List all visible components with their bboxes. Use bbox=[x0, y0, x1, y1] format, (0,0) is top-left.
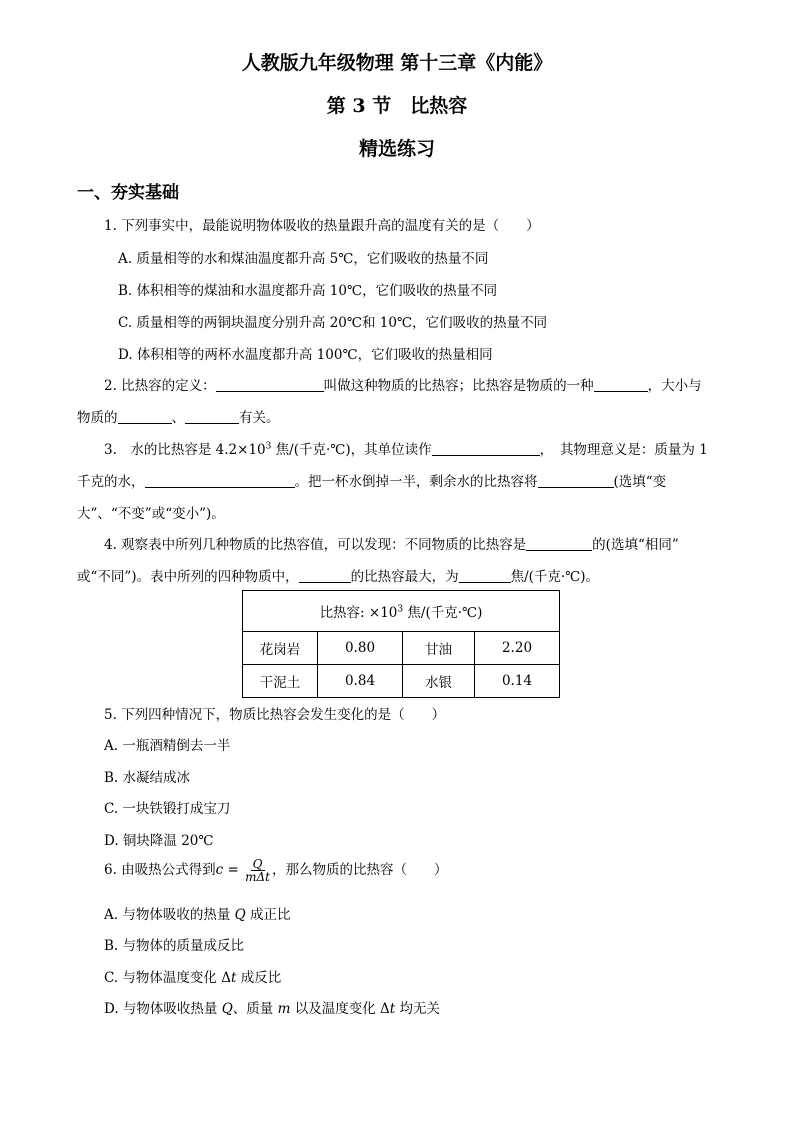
question-3-text: 3. 水的比热容是 4.2×10 bbox=[104, 442, 266, 458]
formula-variable: t bbox=[230, 970, 237, 986]
question-4-text: 的比热容最大，为 bbox=[350, 569, 459, 585]
question-1-stem: 1. 下列事实中，最能说明物体吸收的热量跟升高的温度有关的是（ ） bbox=[104, 218, 540, 234]
question-5-option-a: A. 一瓶酒精倒去一半 bbox=[104, 738, 231, 754]
table-cell: 0.80 bbox=[318, 632, 403, 665]
exponent: 3 bbox=[265, 441, 272, 452]
question-6-text: 6. 由吸热公式得到 bbox=[104, 862, 216, 878]
answer-blank[interactable] bbox=[459, 569, 511, 583]
question-2-text: 物质的 bbox=[77, 410, 118, 426]
question-3-text: 焦/(千克·℃)，其单位读作 bbox=[271, 442, 432, 458]
document-title: 人教版九年级物理 第十三章《内能》 bbox=[241, 52, 553, 74]
formula-equals: = bbox=[223, 862, 244, 878]
question-4-line-2 bbox=[77, 565, 599, 585]
table-cell: 0.14 bbox=[475, 665, 560, 698]
question-6-stem bbox=[104, 858, 448, 883]
question-4-text: 或“不同”)。表中所列的四种物质中， bbox=[77, 569, 299, 585]
formula-denominator: mΔt bbox=[245, 870, 271, 884]
question-6-option-a bbox=[104, 903, 291, 923]
question-4-text: 的(选填“相同” bbox=[592, 537, 679, 553]
question-1-option-b: B. 体积相等的煤油和水温度都升高 10℃，它们吸收的热量不同 bbox=[118, 283, 498, 299]
formula-numerator: Q bbox=[252, 857, 263, 871]
question-1-option-a: A. 质量相等的水和煤油温度都升高 5℃，它们吸收的热量不同 bbox=[118, 251, 489, 267]
question-6-option-c bbox=[104, 966, 281, 986]
formula-variable: m bbox=[277, 1001, 291, 1017]
formula-variable: Q bbox=[234, 907, 246, 923]
table-cell: 0.84 bbox=[318, 665, 403, 698]
answer-blank[interactable] bbox=[594, 378, 648, 392]
question-4-text: 4. 观察表中所列几种物质的比热容值，可以发现：不同物质的比热容是 bbox=[104, 537, 527, 553]
formula-variable: c bbox=[215, 862, 224, 878]
table-cell: 干泥土 bbox=[243, 665, 318, 698]
answer-blank[interactable] bbox=[185, 410, 239, 424]
question-3-line-2 bbox=[77, 470, 666, 490]
table-cell: 甘油 bbox=[403, 632, 475, 665]
question-3-line-3: 大”、“不变”或“变小”)。 bbox=[77, 506, 225, 522]
answer-blank[interactable] bbox=[118, 410, 172, 424]
table-header-text: 比热容: ×10 bbox=[319, 605, 398, 621]
question-4-line-1 bbox=[104, 533, 679, 553]
question-2-text: 叫做这种物质的比热容；比热容是物质的一种 bbox=[323, 378, 594, 394]
question-1-option-d: D. 体积相等的两杯水温度都升高 100℃，它们吸收的热量相同 bbox=[118, 347, 493, 363]
section-title: 第 3 节 比热容 bbox=[326, 95, 468, 117]
table-row bbox=[243, 665, 560, 698]
question-2-line-2 bbox=[77, 406, 280, 426]
table-cell: 2.20 bbox=[475, 632, 560, 665]
table-cell: 水银 bbox=[403, 665, 475, 698]
question-5-option-b: B. 水凝结成冰 bbox=[104, 770, 191, 786]
question-2-text: 2. 比热容的定义： bbox=[104, 378, 216, 394]
option-text: 均无关 bbox=[395, 1001, 440, 1017]
option-text: 以及温度变化 Δ bbox=[290, 1001, 390, 1017]
answer-blank[interactable] bbox=[216, 378, 324, 392]
option-text: 成反比 bbox=[236, 970, 282, 986]
question-3-text: 。把一杯水倒掉一半，剩余水的比热容将 bbox=[294, 474, 538, 490]
table-row bbox=[243, 632, 560, 665]
option-text: D. 与物体吸收热量 bbox=[104, 1001, 222, 1017]
option-text: 成正比 bbox=[245, 907, 291, 923]
exponent: 3 bbox=[397, 604, 404, 615]
question-2-text: ，大小与 bbox=[647, 378, 702, 394]
question-2-text: 有关。 bbox=[239, 410, 280, 426]
option-text: 、质量 bbox=[232, 1001, 278, 1017]
question-6-option-d bbox=[104, 997, 440, 1017]
question-3-text: (选填“变 bbox=[613, 474, 667, 490]
answer-blank[interactable] bbox=[299, 569, 351, 583]
answer-blank[interactable] bbox=[145, 474, 295, 488]
question-5-option-c: C. 一块铁锻打成宝刀 bbox=[104, 801, 231, 817]
question-2-text: 、 bbox=[171, 410, 185, 426]
formula-variable: t bbox=[389, 1001, 396, 1017]
answer-blank[interactable] bbox=[538, 474, 614, 488]
table-header bbox=[243, 591, 560, 632]
exercise-subtitle: 精选练习 bbox=[358, 138, 435, 160]
table-header-row bbox=[243, 591, 560, 632]
question-6-text: ，那么物质的比热容（ ） bbox=[272, 862, 448, 878]
formula-fraction bbox=[243, 858, 272, 883]
question-3-text: ， 其物理意义是：质量为 1 bbox=[539, 442, 708, 458]
question-6-option-b: B. 与物体的质量成反比 bbox=[104, 938, 245, 954]
formula-variable: Q bbox=[221, 1001, 233, 1017]
specific-heat-table bbox=[242, 590, 560, 698]
table-cell: 花岗岩 bbox=[243, 632, 318, 665]
question-5-option-d: D. 铜块降温 20℃ bbox=[104, 833, 214, 849]
answer-blank[interactable] bbox=[432, 442, 540, 456]
question-1-option-c: C. 质量相等的两铜块温度分别升高 20℃和 10℃，它们吸收的热量不同 bbox=[118, 315, 548, 331]
part-heading: 一、夯实基础 bbox=[77, 183, 179, 203]
answer-blank[interactable] bbox=[526, 537, 592, 551]
question-4-text: 焦/(千克·℃)。 bbox=[510, 569, 600, 585]
question-5-stem: 5. 下列四种情况下，物质比热容会发生变化的是（ ） bbox=[104, 707, 446, 723]
table-header-unit: 焦/(千克·℃) bbox=[403, 605, 483, 621]
question-3-line-1 bbox=[104, 438, 708, 458]
question-2-line-1 bbox=[104, 374, 702, 394]
option-text: A. 与物体吸收的热量 bbox=[104, 907, 235, 923]
option-text: C. 与物体温度变化 Δ bbox=[104, 970, 231, 986]
question-3-text: 千克的水， bbox=[77, 474, 145, 490]
